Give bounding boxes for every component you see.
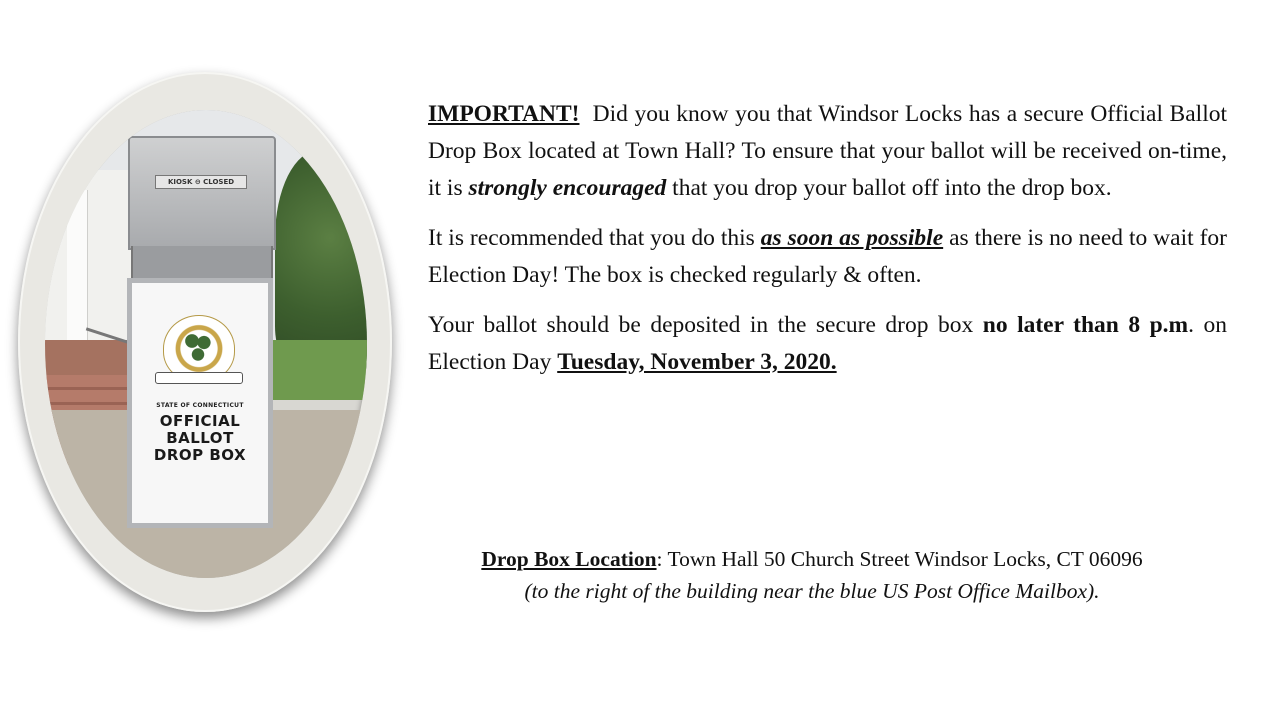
deadline-time: no later than 8 p.m: [982, 312, 1189, 338]
kiosk-status-label: KIOSK ⊖ CLOSED: [155, 175, 247, 189]
recommendation-text-2: as there is no need to wait for Election Day! The box is checked regularly & often.: [428, 225, 1227, 288]
drop-box-neck: [131, 246, 273, 278]
photo-tree: [275, 150, 367, 370]
important-paragraph: [428, 96, 1233, 207]
election-date: Tuesday, November 3, 2020.: [557, 349, 837, 375]
drop-box-title-line: DROP BOX: [153, 446, 247, 464]
important-heading: IMPORTANT!: [428, 101, 580, 127]
recommendation-text-1: It is recommended that you do this: [428, 225, 761, 251]
seal-grapevines-icon: [183, 332, 213, 362]
location-label: Drop Box Location: [481, 547, 657, 571]
notice-text: [428, 96, 1233, 394]
drop-box-location: [420, 543, 1204, 607]
photo-lawn: [265, 340, 367, 400]
location-line: [420, 543, 1204, 575]
drop-box-title: [137, 413, 263, 464]
recommendation-paragraph: [428, 220, 1227, 294]
important-text-1: Did you know you that Windsor Locks has a secure Official Ballot Drop Box located at Town Hall? To ensure that your ballot will be received on-time, it is: [428, 101, 1233, 201]
location-address: : Town Hall 50 Church Street Windsor Locks, CT 06096: [656, 547, 1143, 571]
drop-box-lid: [128, 136, 276, 250]
seal-ribbon-icon: [155, 372, 243, 384]
deadline-paragraph: [428, 307, 1227, 381]
strongly-encouraged-emphasis: strongly encouraged: [468, 175, 667, 201]
deadline-text-1: Your ballot should be deposited in the secure drop box: [428, 312, 983, 338]
location-note: (to the right of the building near the blue US Post Office Mailbox).: [524, 579, 1100, 603]
drop-box-title-line: BALLOT: [166, 429, 234, 447]
important-text-2: that you drop your ballot off into the drop box.: [666, 175, 1112, 201]
drop-box-photo: [45, 110, 367, 578]
deadline-text-2: . on Election Day: [428, 312, 1227, 375]
as-soon-as-possible-emphasis: as soon as possible: [760, 225, 944, 251]
drop-box-state-text: STATE OF CONNECTICUT: [156, 402, 244, 409]
drop-box-title-line: OFFICIAL: [159, 412, 241, 430]
